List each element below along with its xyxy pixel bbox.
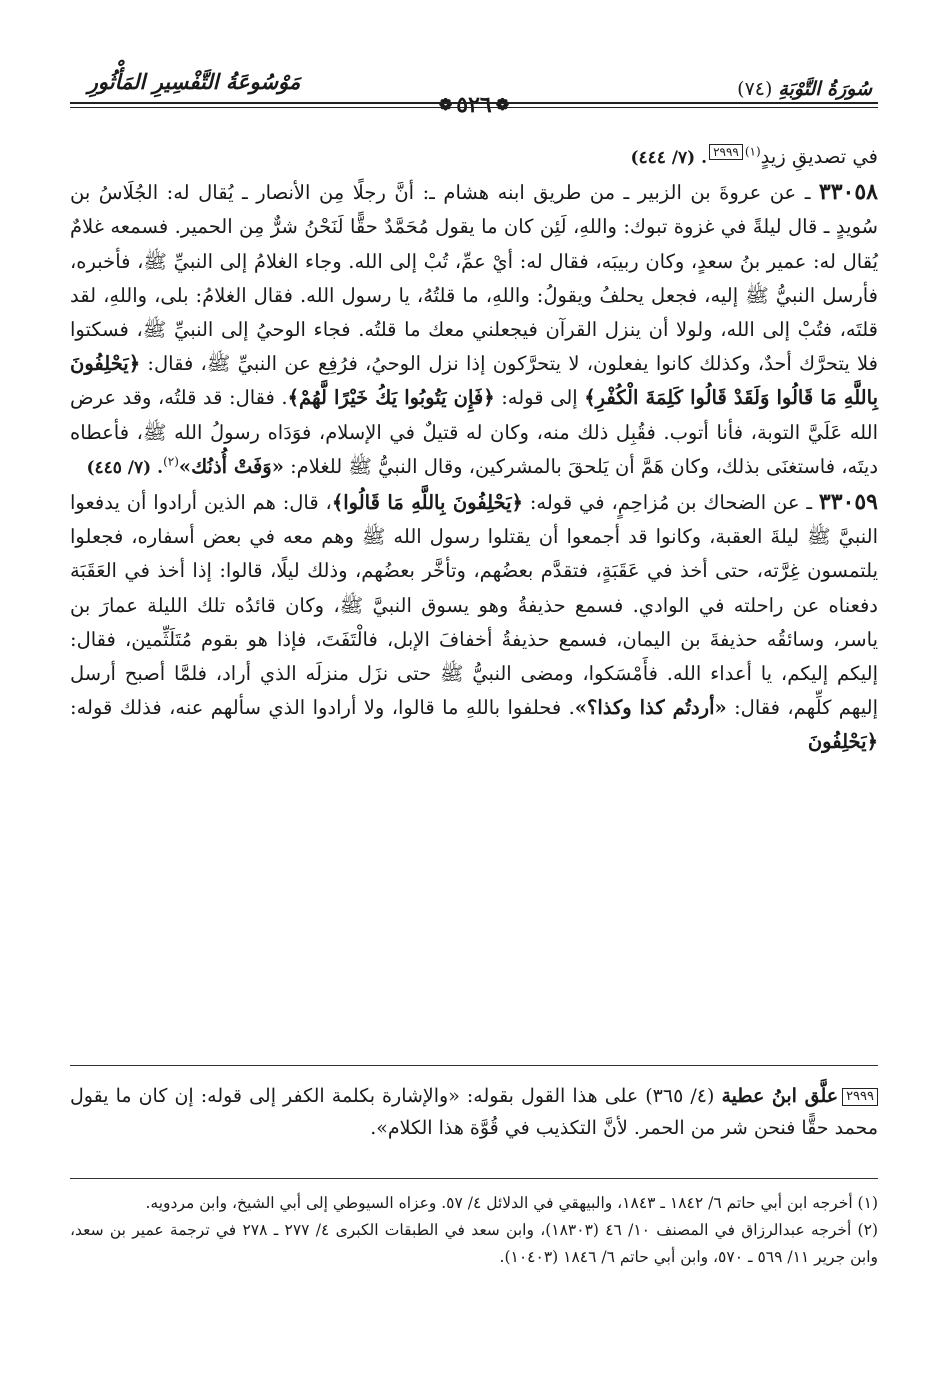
- entry-text: ـ عن عروةَ بن الزبير ـ من طريق ابنه هشام ـ: أنَّ رجلًا مِن الأنصار ـ يُقال له: الجُلَاسُ بن سُويدٍ ـ قال ليلةً في غزوة تبوك: واللهِ، لَئِن كان ما يقول مُحَمَّدٌ حقًّا لَنَحْنُ شرٌّ مِن الحمير. فسمعه غلامٌ يُقال له: عمير بنُ سعدٍ، وكان ربيبَه، فقال له: أيْ عمِّ، تُبْ إلى الله. وجاء الغلامُ إلى النبيِّ ﷺ، فأخبره، فأرسل النبيُّ ﷺ إليه، فجعل يحلفُ ويقولُ: واللهِ، ما قلتُهُ، يا رسول الله. فقال الغلامُ: بلى، واللهِ، لقد قلتَه، فتُبْ إلى الله، ولولا أن ينزل القرآن فيجعلني معك ما قلتُه. فجاء الوحيُ إلى النبيِّ ﷺ، فسكتوا فلا يتحرَّك أحدٌ، وكذلك كانوا يفعلون، لا يتحرَّكون إذا نزل الوحيُ، فرُفِع عن النبيِّ ﷺ، فقال:: [70, 181, 878, 376]
- quran-quote: ﴿يَحْلِفُونَ: [807, 730, 878, 754]
- note-text: (٤/ ٣٦٥) على هذا القول بقوله: «والإشارة بكلمة الكفر إلى قوله: إن كان ما يقول محمد حقًّا فنحن شر من الحمر. لأنَّ التكذيب في قُوَّة هذا الكلام».: [70, 1085, 878, 1139]
- header-rule-thin: [70, 107, 878, 108]
- footnote-ref: (٢): [163, 454, 179, 469]
- volume-ref: . (٧/ ٤٤٥): [86, 457, 164, 478]
- entry-text: . فقال: قد قلتُه، وقد عرض الله عَلَيَّ التوبة، فأنا أتوب. فقُبِل ذلك منه، وكان له قتيلٌ في الإسلام، فوَدَاه رسولُ الله ﷺ، فأعطاه ديتَه، فاستغنَى بذلك، وكان هَمَّ أن يَلحقَ بالمشركين، وقال النبيُّ ﷺ للغلام:: [70, 386, 878, 478]
- quran-quote: ﴿يَحْلِفُونَ بِاللَّهِ مَا قَالُوا وَلَقَدْ قَالُوا كَلِمَةَ الْكُفْرِ﴾: [70, 352, 878, 410]
- entry-number: ٣٣٠٥٩: [818, 489, 878, 516]
- ornament-right-icon: ❁: [495, 95, 510, 114]
- page-number: ٥٢٦: [456, 92, 492, 118]
- footnote-2: (٢) أخرجه عبدالرزاق في المصنف ١٠/ ٤٦ (١٨٣٠٣)، وابن سعد في الطبقات الكبرى ٤/ ٢٧٧ ـ ٢٧٨ في ترجمة عمير بن سعد، وابن جرير ١١/ ٥٦٩ ـ ٥٧٠، وابن أبي حاتم ٦/ ١٨٤٦ (١٠٤٠٣).: [70, 1221, 878, 1266]
- surah-name: سُورَةُ التَّوْبَةِ: [778, 78, 872, 100]
- entry-number: ٣٣٠٥٨: [818, 179, 878, 206]
- prophetic-saying: «وَفَتْ أُذنُك»: [178, 454, 284, 478]
- note-ref-box: ٢٩٩٩: [709, 144, 743, 160]
- scholarly-note: [70, 1080, 878, 1144]
- footnotes: [70, 1190, 878, 1271]
- entry-text: . فحلفوا باللهِ ما قالوا، ولا أرادوا الذي سألهم عنه، فذلك قوله:: [70, 696, 575, 720]
- volume-ref: . (٧/ ٤٤٤): [630, 148, 708, 168]
- note-separator: [70, 1065, 878, 1066]
- hadith-entry: [70, 175, 878, 485]
- footnote-ref: (١): [744, 144, 761, 159]
- note-number-box: ٢٩٩٩: [842, 1088, 878, 1106]
- entry-text: ـ عن الضحاك بن مُزاحِمٍ، في قوله:: [523, 491, 819, 515]
- entry-text: ، قال: هم الذين أرادوا أن يدفعوا النبيَّ ﷺ ليلةَ العقبة، وكانوا قد أجمعوا أن يقتلوا رسول الله ﷺ وهم معه في بعض أسفاره، فجعلوا يلتمسون غِرَّته، حتى أخذ في عَقَبَةٍ، فتقدَّم بعضُهم، وتأخَّر بعضُهم، وذلك ليلًا، قالوا: إذا أخذ في العَقَبَة دفعناه عن راحلته في الوادي. فسمع حذيفةُ وهو يسوق النبيَّ ﷺ، وكان قائدُه تلك الليلة عمارَ بن ياسر، وسائقُه حذيفةَ بن اليمان، فسمع حذيفةُ أخفافَ الإبل، فالْتَفَتَ، فإذا هو بقوم مُتَلَثِّمين، فقال: إليكم إليكم، يا أعداء الله. فأَمْسَكوا، ومضى النبيُّ ﷺ حتى نزَل منزلَه الذي أراد، فلمَّا أصبح أرسل إليهم كلِّهم، فقال:: [70, 491, 878, 720]
- hadith-entry: [70, 485, 878, 760]
- footnote-separator: [70, 1178, 878, 1179]
- quran-quote: ﴿فَإِن يَتُوبُوا يَكُ خَيْرًا لَّهُمْ﴾: [287, 386, 495, 410]
- paragraph-continuation: [70, 140, 878, 175]
- running-header-surah: [652, 74, 872, 104]
- book-title: مَوْسُوعَةُ التَّفْسِيرِ المَأْثُورِ: [87, 69, 301, 94]
- main-text: [70, 140, 878, 760]
- quran-quote: ﴿يَحْلِفُونَ بِاللَّهِ مَا قَالُوا﴾: [331, 491, 523, 515]
- continuation-text: في تصديقِ زيدٍ: [760, 145, 878, 168]
- footnote-1: (١) أخرجه ابن أبي حاتم ٦/ ١٨٤٢ ـ ١٨٤٣، والبيهقي في الدلائل ٤/ ٥٧. وعزاه السيوطي إلى أبي الشيخ، وابن مردويه.: [145, 1194, 878, 1212]
- prophetic-saying: «أردتُم كذا وكذا؟»: [574, 696, 727, 720]
- surah-number: (٧٤): [737, 78, 773, 100]
- entry-text: إلى قوله:: [494, 386, 585, 410]
- ornament-left-icon: ❁: [438, 95, 453, 114]
- header-rule: [70, 102, 878, 104]
- page-number-block: [418, 92, 530, 118]
- note-author: علَّق ابنُ عطية: [721, 1085, 839, 1107]
